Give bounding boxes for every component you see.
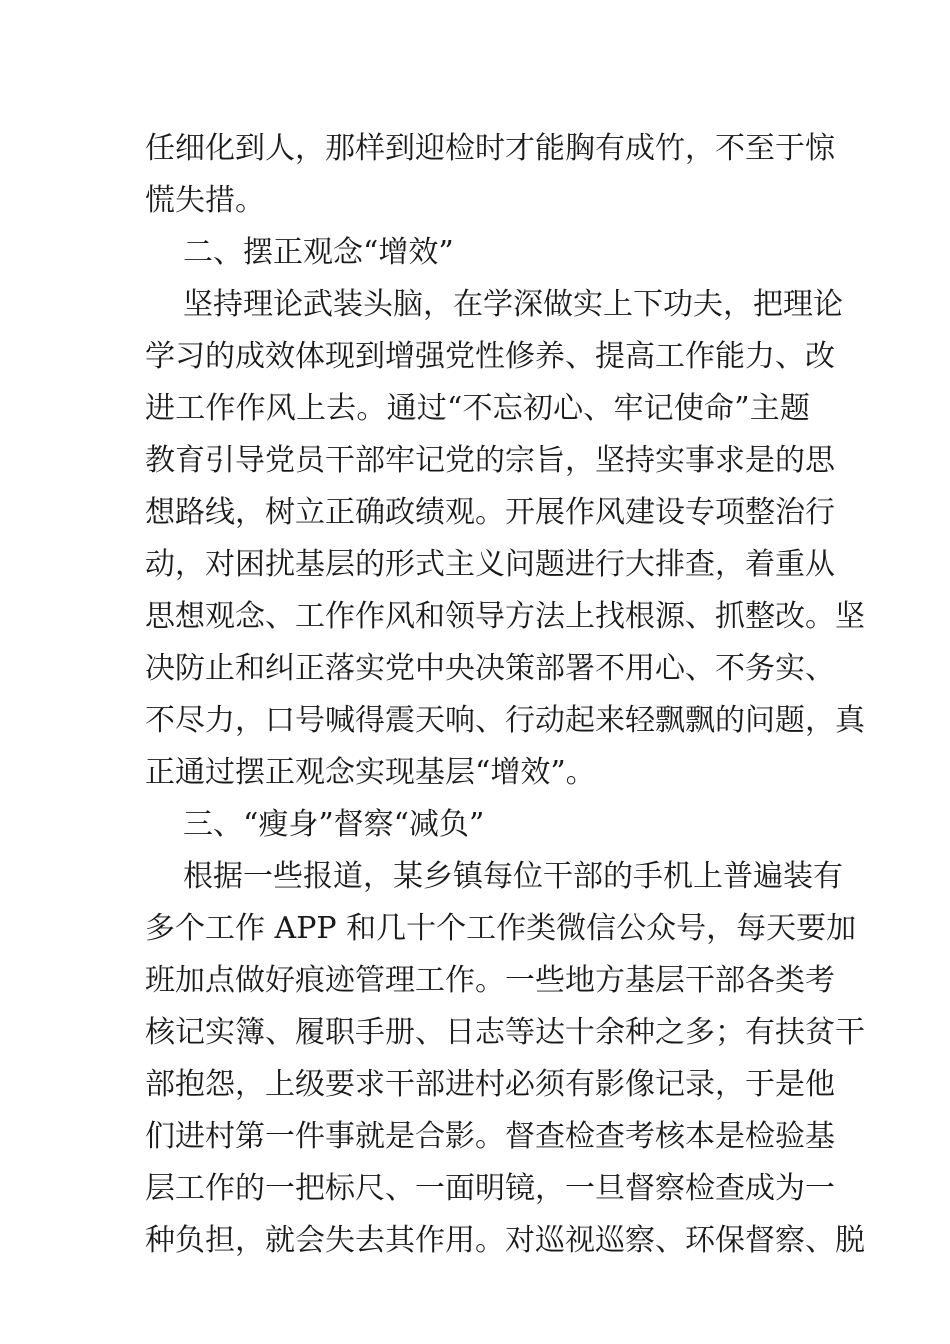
text-line: 正通过摆正观念实现基层“增效”。 xyxy=(145,755,596,790)
text-line: 想路线，树立正确政绩观。开展作风建设专项整治行 xyxy=(145,495,835,530)
text-line: 任细化到人，那样到迎检时才能胸有成竹，不至于惊 xyxy=(145,131,835,166)
text-line: 动，对困扰基层的形式主义问题进行大排查，着重从 xyxy=(145,547,835,582)
text-line: 坚持理论武装头脑，在学深做实上下功夫，把理论 xyxy=(183,287,843,322)
text-line: 核记实簿、履职手册、日志等达十余种之多；有扶贫干 xyxy=(145,1015,865,1050)
text-line: 思想观念、工作作风和领导方法上找根源、抓整改。坚 xyxy=(145,599,865,634)
text-line: 部抱怨，上级要求干部进村必须有影像记录，于是他 xyxy=(145,1067,835,1102)
text-line: 根据一些报道，某乡镇每位干部的手机上普遍装有 xyxy=(183,859,843,894)
text-line: 班加点做好痕迹管理工作。一些地方基层干部各类考 xyxy=(145,963,835,998)
section-heading: 二、摆正观念“增效” xyxy=(183,235,454,270)
text-line: 层工作的一把标尺、一面明镜，一旦督察检查成为一 xyxy=(145,1171,835,1206)
body-text xyxy=(145,123,865,1267)
text-line: 学习的成效体现到增强党性修养、提高工作能力、改 xyxy=(145,339,835,374)
text-line: 不尽力，口号喊得震天响、行动起来轻飘飘的问题，真 xyxy=(145,703,865,738)
text-line: 决防止和纠正落实党中央决策部署不用心、不务实、 xyxy=(145,651,835,686)
text-line: 慌失措。 xyxy=(145,183,265,218)
section-heading: 三、“瘦身”督察“减负” xyxy=(183,807,485,842)
text-line: 教育引导党员干部牢记党的宗旨，坚持实事求是的思 xyxy=(145,443,835,478)
text-line: 进工作作风上去。通过“不忘初心、牢记使命”主题 xyxy=(145,391,810,426)
text-line: 多个工作 APP 和几十个工作类微信公众号，每天要加 xyxy=(145,911,857,946)
text-line: 种负担，就会失去其作用。对巡视巡察、环保督察、脱 xyxy=(145,1223,865,1258)
text-line: 们进村第一件事就是合影。督查检查考核本是检验基 xyxy=(145,1119,835,1154)
